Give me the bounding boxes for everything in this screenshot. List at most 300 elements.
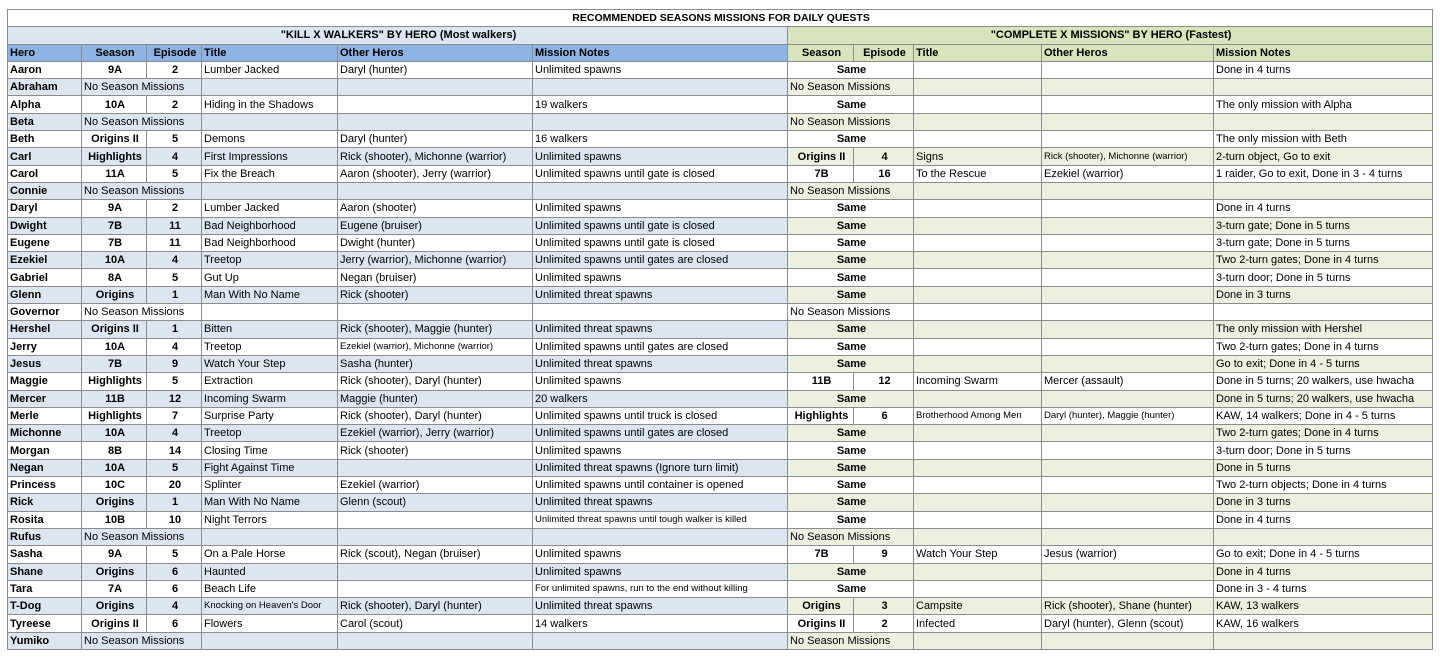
header-right-episode: Episode — [854, 44, 914, 61]
right-mission-title — [914, 494, 1042, 511]
other-heros — [338, 182, 533, 199]
quests-table — [7, 9, 1433, 650]
mission-notes: 19 walkers — [533, 96, 788, 113]
right-mission-notes: Done in 4 turns — [1214, 200, 1433, 217]
header-title: Title — [202, 44, 338, 61]
table-row — [8, 304, 1433, 321]
right-episode: 3 — [854, 598, 914, 615]
right-episode: 4 — [854, 148, 914, 165]
right-other-heros — [1042, 494, 1214, 511]
table-row — [8, 355, 1433, 372]
right-other-heros: Rick (shooter), Shane (hunter) — [1042, 598, 1214, 615]
episode: 4 — [147, 425, 202, 442]
right-other-heros — [1042, 338, 1214, 355]
right-other-heros: Ezekiel (warrior) — [1042, 165, 1214, 182]
table-row — [8, 407, 1433, 424]
table-row — [8, 528, 1433, 545]
right-season: Same — [788, 96, 914, 113]
mission-notes: Unlimited spawns — [533, 373, 788, 390]
mission-notes: 14 walkers — [533, 615, 788, 632]
mission-notes: Unlimited spawns until gates are closed — [533, 252, 788, 269]
no-season-missions: No Season Missions — [82, 113, 202, 130]
hero-name: Michonne — [8, 425, 82, 442]
episode: 12 — [147, 390, 202, 407]
mission-notes: 16 walkers — [533, 131, 788, 148]
hero-name: Beta — [8, 113, 82, 130]
right-mission-notes: 3-turn gate; Done in 5 turns — [1214, 234, 1433, 251]
no-season-missions: No Season Missions — [82, 79, 202, 96]
other-heros: Jerry (warrior), Michonne (warrior) — [338, 252, 533, 269]
right-mission-notes — [1214, 632, 1433, 649]
table-row — [8, 511, 1433, 528]
right-mission-notes: Go to exit; Done in 4 - 5 turns — [1214, 355, 1433, 372]
right-other-heros — [1042, 580, 1214, 597]
other-heros: Glenn (scout) — [338, 494, 533, 511]
right-no-season-missions: No Season Missions — [788, 182, 914, 199]
right-other-heros — [1042, 269, 1214, 286]
no-season-missions: No Season Missions — [82, 528, 202, 545]
right-mission-title — [914, 182, 1042, 199]
right-mission-title: Incoming Swarm — [914, 373, 1042, 390]
hero-name: Alpha — [8, 96, 82, 113]
mission-title: First Impressions — [202, 148, 338, 165]
right-other-heros: Rick (shooter), Michonne (warrior) — [1042, 148, 1214, 165]
right-mission-title — [914, 217, 1042, 234]
mission-notes: Unlimited spawns — [533, 269, 788, 286]
other-heros: Rick (shooter) — [338, 442, 533, 459]
right-mission-title — [914, 200, 1042, 217]
right-mission-notes: Done in 3 turns — [1214, 286, 1433, 303]
episode: 11 — [147, 217, 202, 234]
mission-title: Incoming Swarm — [202, 390, 338, 407]
complete-missions-section: "COMPLETE X MISSIONS" BY HERO (Fastest) — [788, 27, 1433, 44]
other-heros: Maggie (hunter) — [338, 390, 533, 407]
hero-name: Rufus — [8, 528, 82, 545]
right-no-season-missions: No Season Missions — [788, 79, 914, 96]
right-mission-notes — [1214, 304, 1433, 321]
right-season: Same — [788, 459, 914, 476]
right-mission-notes: The only mission with Alpha — [1214, 96, 1433, 113]
right-mission-notes: KAW, 13 walkers — [1214, 598, 1433, 615]
mission-notes: Unlimited threat spawns — [533, 286, 788, 303]
season: 10A — [82, 252, 147, 269]
episode: 5 — [147, 373, 202, 390]
hero-name: Gabriel — [8, 269, 82, 286]
right-mission-notes: 3-turn door; Done in 5 turns — [1214, 269, 1433, 286]
right-mission-notes: Done in 5 turns — [1214, 459, 1433, 476]
right-season: 7B — [788, 546, 854, 563]
right-episode: 6 — [854, 407, 914, 424]
table-row — [8, 632, 1433, 649]
episode: 4 — [147, 252, 202, 269]
right-mission-notes: Two 2-turn objects; Done in 4 turns — [1214, 477, 1433, 494]
right-season: Origins — [788, 598, 854, 615]
right-season: Same — [788, 355, 914, 372]
mission-title: Closing Time — [202, 442, 338, 459]
mission-notes: 20 walkers — [533, 390, 788, 407]
right-other-heros — [1042, 113, 1214, 130]
header-other-heros: Other Heros — [338, 44, 533, 61]
right-mission-notes: 1 raider, Go to exit, Done in 3 - 4 turns — [1214, 165, 1433, 182]
episode: 20 — [147, 477, 202, 494]
season: 9A — [82, 546, 147, 563]
right-other-heros — [1042, 61, 1214, 78]
right-no-season-missions: No Season Missions — [788, 304, 914, 321]
mission-title: Lumber Jacked — [202, 61, 338, 78]
right-mission-notes: Done in 5 turns; 20 walkers, use hwacha — [1214, 390, 1433, 407]
table-row — [8, 563, 1433, 580]
right-season: Same — [788, 390, 914, 407]
episode: 2 — [147, 61, 202, 78]
right-mission-title — [914, 338, 1042, 355]
no-season-missions: No Season Missions — [82, 304, 202, 321]
mission-notes: Unlimited threat spawns until tough walker is killed — [533, 511, 788, 528]
right-season: Same — [788, 511, 914, 528]
right-mission-notes: 3-turn gate; Done in 5 turns — [1214, 217, 1433, 234]
right-other-heros — [1042, 131, 1214, 148]
right-other-heros — [1042, 442, 1214, 459]
right-other-heros: Daryl (hunter), Glenn (scout) — [1042, 615, 1214, 632]
season: 8A — [82, 269, 147, 286]
right-mission-notes: Two 2-turn gates; Done in 4 turns — [1214, 252, 1433, 269]
season: 7A — [82, 580, 147, 597]
episode: 10 — [147, 511, 202, 528]
right-episode: 2 — [854, 615, 914, 632]
right-other-heros — [1042, 563, 1214, 580]
table-row — [8, 148, 1433, 165]
episode: 5 — [147, 165, 202, 182]
sheet-title: RECOMMENDED SEASONS MISSIONS FOR DAILY QUESTS — [8, 10, 1433, 27]
right-mission-title — [914, 96, 1042, 113]
mission-notes: Unlimited threat spawns — [533, 494, 788, 511]
season: Origins — [82, 563, 147, 580]
episode: 6 — [147, 563, 202, 580]
right-mission-notes — [1214, 528, 1433, 545]
right-season: Same — [788, 252, 914, 269]
mission-title: Treetop — [202, 338, 338, 355]
hero-name: Connie — [8, 182, 82, 199]
header-right-mission-notes: Mission Notes — [1214, 44, 1433, 61]
right-mission-title: Signs — [914, 148, 1042, 165]
season: 9A — [82, 61, 147, 78]
table-row — [8, 442, 1433, 459]
episode: 5 — [147, 459, 202, 476]
right-other-heros — [1042, 286, 1214, 303]
other-heros — [338, 511, 533, 528]
episode: 6 — [147, 580, 202, 597]
no-season-missions: No Season Missions — [82, 182, 202, 199]
table-row — [8, 373, 1433, 390]
right-mission-title — [914, 61, 1042, 78]
mission-title — [202, 182, 338, 199]
hero-name: Beth — [8, 131, 82, 148]
right-season: Same — [788, 200, 914, 217]
other-heros — [338, 304, 533, 321]
right-mission-title — [914, 286, 1042, 303]
season: 7B — [82, 217, 147, 234]
right-mission-title — [914, 563, 1042, 580]
right-mission-title — [914, 511, 1042, 528]
right-mission-notes: Go to exit; Done in 4 - 5 turns — [1214, 546, 1433, 563]
mission-title: Haunted — [202, 563, 338, 580]
right-other-heros: Mercer (assault) — [1042, 373, 1214, 390]
hero-name: Rick — [8, 494, 82, 511]
other-heros: Rick (scout), Negan (bruiser) — [338, 546, 533, 563]
hero-name: Carl — [8, 148, 82, 165]
other-heros — [338, 79, 533, 96]
mission-notes — [533, 182, 788, 199]
episode: 5 — [147, 131, 202, 148]
other-heros: Rick (shooter), Michonne (warrior) — [338, 148, 533, 165]
table-row — [8, 269, 1433, 286]
right-season: 7B — [788, 165, 854, 182]
right-mission-title: Campsite — [914, 598, 1042, 615]
right-other-heros — [1042, 252, 1214, 269]
right-mission-notes: Done in 4 turns — [1214, 61, 1433, 78]
episode: 2 — [147, 200, 202, 217]
other-heros: Daryl (hunter) — [338, 61, 533, 78]
hero-name: Eugene — [8, 234, 82, 251]
season: Origins II — [82, 321, 147, 338]
header-right-title: Title — [914, 44, 1042, 61]
episode: 11 — [147, 234, 202, 251]
mission-title: Flowers — [202, 615, 338, 632]
hero-name: Aaron — [8, 61, 82, 78]
table-row — [8, 390, 1433, 407]
right-mission-title — [914, 528, 1042, 545]
mission-notes: Unlimited threat spawns — [533, 598, 788, 615]
header-right-other-heros: Other Heros — [1042, 44, 1214, 61]
table-row — [8, 425, 1433, 442]
right-other-heros — [1042, 390, 1214, 407]
right-other-heros — [1042, 304, 1214, 321]
right-other-heros — [1042, 182, 1214, 199]
table-row — [8, 131, 1433, 148]
table-row — [8, 615, 1433, 632]
other-heros: Sasha (hunter) — [338, 355, 533, 372]
other-heros — [338, 459, 533, 476]
right-other-heros: Jesus (warrior) — [1042, 546, 1214, 563]
hero-name: Shane — [8, 563, 82, 580]
right-mission-notes: Done in 3 - 4 turns — [1214, 580, 1433, 597]
season: Origins — [82, 598, 147, 615]
right-mission-notes: Done in 5 turns; 20 walkers, use hwacha — [1214, 373, 1433, 390]
right-season: Same — [788, 321, 914, 338]
hero-name: Tara — [8, 580, 82, 597]
right-mission-notes — [1214, 79, 1433, 96]
season: 9A — [82, 200, 147, 217]
mission-notes: Unlimited spawns — [533, 442, 788, 459]
right-mission-title — [914, 390, 1042, 407]
right-mission-title — [914, 459, 1042, 476]
season: Highlights — [82, 148, 147, 165]
right-season: Same — [788, 217, 914, 234]
mission-notes: Unlimited spawns — [533, 200, 788, 217]
right-season: 11B — [788, 373, 854, 390]
hero-name: Jerry — [8, 338, 82, 355]
mission-title: Treetop — [202, 425, 338, 442]
hero-name: Mercer — [8, 390, 82, 407]
season: 11B — [82, 390, 147, 407]
season: 10C — [82, 477, 147, 494]
table-row — [8, 252, 1433, 269]
table-row — [8, 459, 1433, 476]
mission-notes — [533, 304, 788, 321]
mission-title: Man With No Name — [202, 494, 338, 511]
episode: 14 — [147, 442, 202, 459]
right-season: Same — [788, 131, 914, 148]
mission-title — [202, 528, 338, 545]
hero-name: Morgan — [8, 442, 82, 459]
right-mission-notes: 2-turn object, Go to exit — [1214, 148, 1433, 165]
table-row — [8, 338, 1433, 355]
table-row — [8, 217, 1433, 234]
mission-title: Gut Up — [202, 269, 338, 286]
mission-title: Lumber Jacked — [202, 200, 338, 217]
mission-title: Treetop — [202, 252, 338, 269]
hero-name: Tyreese — [8, 615, 82, 632]
episode: 5 — [147, 269, 202, 286]
right-mission-title: Brotherhood Among Men — [914, 407, 1042, 424]
right-season: Same — [788, 425, 914, 442]
hero-name: Rosita — [8, 511, 82, 528]
other-heros — [338, 96, 533, 113]
right-other-heros — [1042, 477, 1214, 494]
episode: 7 — [147, 407, 202, 424]
right-season: Same — [788, 286, 914, 303]
season: 11A — [82, 165, 147, 182]
header-episode: Episode — [147, 44, 202, 61]
other-heros: Ezekiel (warrior) — [338, 477, 533, 494]
right-mission-title — [914, 269, 1042, 286]
right-mission-title — [914, 304, 1042, 321]
hero-name: Negan — [8, 459, 82, 476]
right-other-heros: Daryl (hunter), Maggie (hunter) — [1042, 407, 1214, 424]
hero-name: T-Dog — [8, 598, 82, 615]
episode: 4 — [147, 598, 202, 615]
mission-title: Extraction — [202, 373, 338, 390]
mission-notes: Unlimited spawns — [533, 61, 788, 78]
season: Origins II — [82, 615, 147, 632]
mission-notes: Unlimited spawns until gates are closed — [533, 338, 788, 355]
mission-notes: Unlimited threat spawns — [533, 321, 788, 338]
right-season: Origins II — [788, 615, 854, 632]
season: 10A — [82, 459, 147, 476]
mission-notes: Unlimited spawns until truck is closed — [533, 407, 788, 424]
mission-notes: Unlimited spawns until gate is closed — [533, 165, 788, 182]
hero-name: Ezekiel — [8, 252, 82, 269]
hero-name: Maggie — [8, 373, 82, 390]
mission-notes — [533, 528, 788, 545]
right-season: Same — [788, 269, 914, 286]
right-mission-title — [914, 234, 1042, 251]
mission-title: Bad Neighborhood — [202, 217, 338, 234]
right-season: Same — [788, 442, 914, 459]
right-mission-title — [914, 477, 1042, 494]
right-mission-notes: Two 2-turn gates; Done in 4 turns — [1214, 425, 1433, 442]
table-row — [8, 96, 1433, 113]
other-heros — [338, 113, 533, 130]
mission-notes: Unlimited spawns — [533, 563, 788, 580]
right-mission-notes: Two 2-turn gates; Done in 4 turns — [1214, 338, 1433, 355]
table-row — [8, 286, 1433, 303]
other-heros — [338, 580, 533, 597]
no-season-missions: No Season Missions — [82, 632, 202, 649]
other-heros — [338, 528, 533, 545]
other-heros: Ezekiel (warrior), Michonne (warrior) — [338, 338, 533, 355]
right-other-heros — [1042, 217, 1214, 234]
right-other-heros — [1042, 321, 1214, 338]
episode: 1 — [147, 286, 202, 303]
right-mission-notes: 3-turn door; Done in 5 turns — [1214, 442, 1433, 459]
right-other-heros — [1042, 511, 1214, 528]
mission-title — [202, 79, 338, 96]
right-episode: 9 — [854, 546, 914, 563]
season: 10A — [82, 338, 147, 355]
right-mission-notes: KAW, 14 walkers; Done in 4 - 5 turns — [1214, 407, 1433, 424]
mission-notes: Unlimited spawns until gates are closed — [533, 425, 788, 442]
mission-title: Knocking on Heaven's Door — [202, 598, 338, 615]
table-row — [8, 79, 1433, 96]
table-row — [8, 494, 1433, 511]
mission-notes: Unlimited spawns — [533, 148, 788, 165]
mission-notes — [533, 113, 788, 130]
other-heros: Negan (bruiser) — [338, 269, 533, 286]
season: Highlights — [82, 407, 147, 424]
hero-name: Sasha — [8, 546, 82, 563]
episode: 5 — [147, 546, 202, 563]
episode: 9 — [147, 355, 202, 372]
table-row — [8, 113, 1433, 130]
right-mission-title — [914, 425, 1042, 442]
right-mission-title: Watch Your Step — [914, 546, 1042, 563]
table-row — [8, 546, 1433, 563]
kill-walkers-section: "KILL X WALKERS" BY HERO (Most walkers) — [8, 27, 788, 44]
mission-notes: Unlimited spawns — [533, 546, 788, 563]
header-season: Season — [82, 44, 147, 61]
mission-title: Bad Neighborhood — [202, 234, 338, 251]
right-season: Same — [788, 61, 914, 78]
right-episode: 16 — [854, 165, 914, 182]
header-mission-notes: Mission Notes — [533, 44, 788, 61]
right-episode: 12 — [854, 373, 914, 390]
hero-name: Jesus — [8, 355, 82, 372]
right-mission-title — [914, 442, 1042, 459]
header-right-season: Season — [788, 44, 854, 61]
right-mission-title: To the Rescue — [914, 165, 1042, 182]
right-season: Same — [788, 477, 914, 494]
right-mission-title: Infected — [914, 615, 1042, 632]
season: 10A — [82, 96, 147, 113]
mission-notes — [533, 632, 788, 649]
header-hero: Hero — [8, 44, 82, 61]
mission-title: Fix the Breach — [202, 165, 338, 182]
hero-name: Glenn — [8, 286, 82, 303]
table-row — [8, 321, 1433, 338]
right-mission-notes: Done in 3 turns — [1214, 494, 1433, 511]
hero-name: Dwight — [8, 217, 82, 234]
season: 10B — [82, 511, 147, 528]
right-other-heros — [1042, 200, 1214, 217]
right-mission-title — [914, 580, 1042, 597]
other-heros: Carol (scout) — [338, 615, 533, 632]
season: 7B — [82, 234, 147, 251]
right-mission-title — [914, 355, 1042, 372]
right-no-season-missions: No Season Missions — [788, 528, 914, 545]
other-heros: Aaron (shooter), Jerry (warrior) — [338, 165, 533, 182]
mission-notes: Unlimited spawns until gate is closed — [533, 234, 788, 251]
right-other-heros — [1042, 355, 1214, 372]
